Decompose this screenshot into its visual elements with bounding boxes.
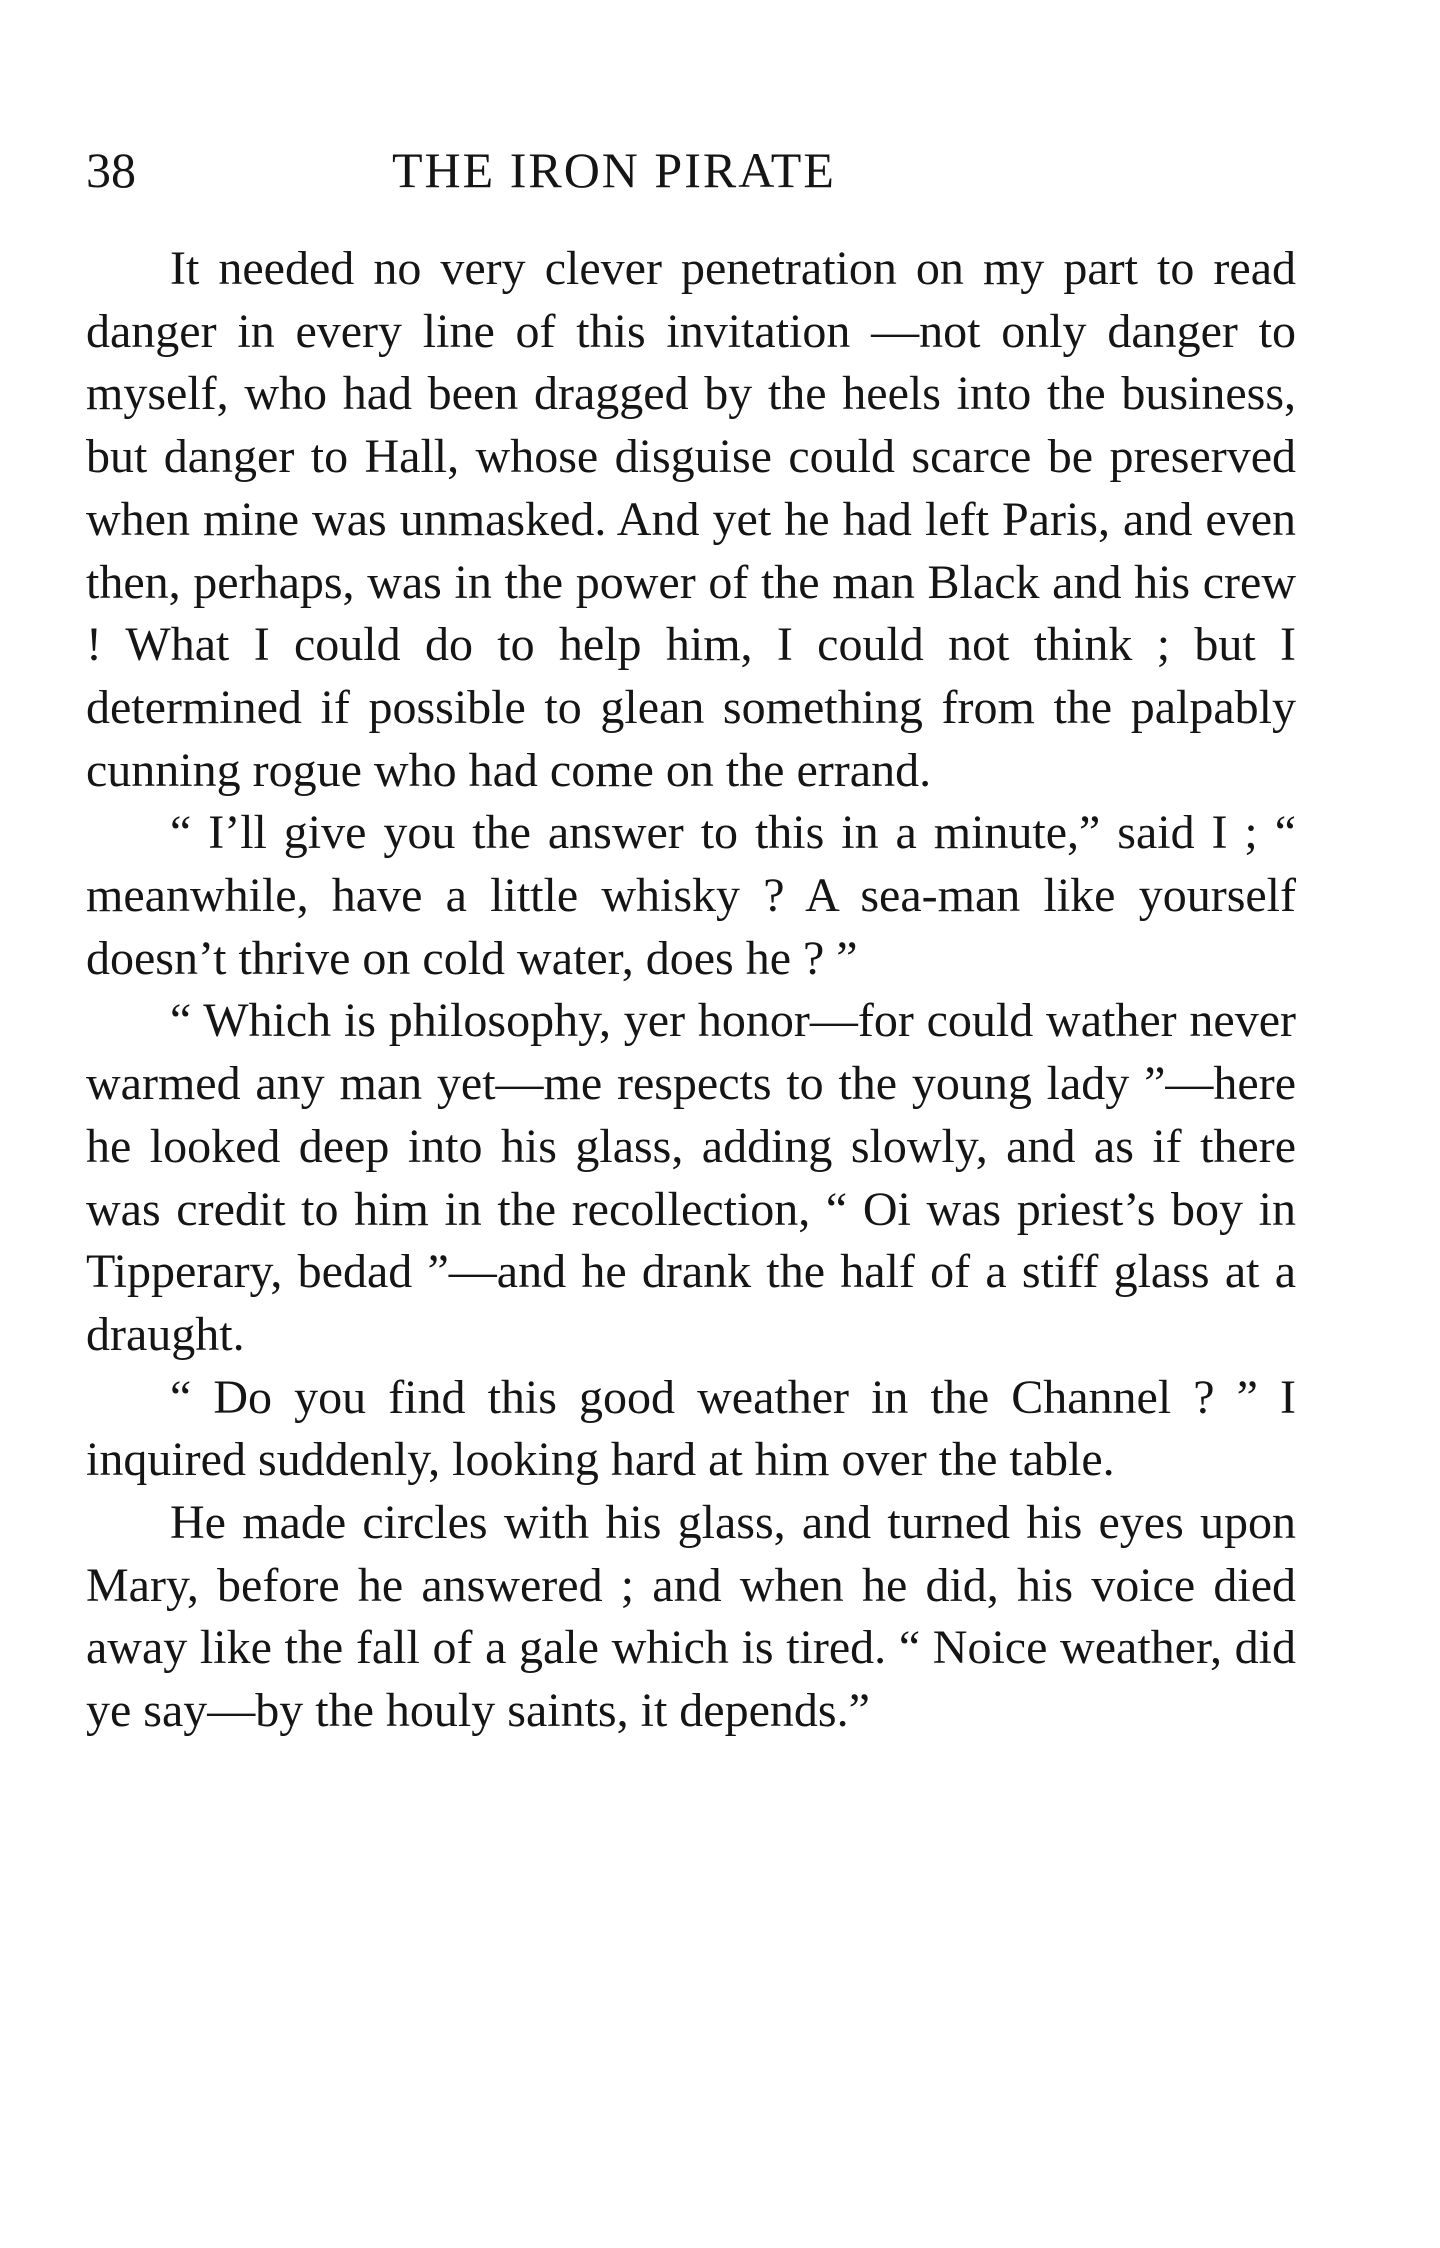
paragraph-3: “ Which is philosophy, yer honor—for could wather never warmed any man yet—me respects to the young lady ”—here he looked deep into his glass, adding slowly, and as if there was credit to him in the recollection, “ Oi was priest’s boy in Tipperary, bedad ”—and he drank the half of a stiff glass at a draught. (86, 994, 1296, 1361)
paragraph-2: “ I’ll give you the answer to this in a minute,” said I ; “ meanwhile, have a little whisky ? A sea-man like yourself doesn’t thrive on cold water, does he ? ” (86, 806, 1296, 985)
page-number: 38 (86, 142, 136, 198)
paragraph-1: It needed no very clever penetration on my part to read danger in every line of this invitation —not only danger to myself, who had been dragged by the heels into the business, but danger to Hall, whose disguise could scarce be preserved when mine was unmasked. And yet he had left Paris, and even then, perhaps, was in the power of the man Black and his crew ! What I could do to help him, I could not think ; but I determined if possible to glean something from the palpably cunning rogue who had come on the errand. (86, 242, 1296, 797)
running-head (86, 140, 1296, 210)
body-text (86, 238, 1296, 1743)
paragraph-5: He made circles with his glass, and turned his eyes upon Mary, before he answered ; and when he did, his voice died away like the fall of a gale which is tired. “ Noice weather, did ye say—by the houly saints, it depends.” (86, 1496, 1296, 1738)
running-title: THE IRON PIRATE (392, 142, 836, 198)
paragraph-4: “ Do you find this good weather in the Channel ? ” I inquired suddenly, looking hard at him over the table. (86, 1370, 1296, 1487)
